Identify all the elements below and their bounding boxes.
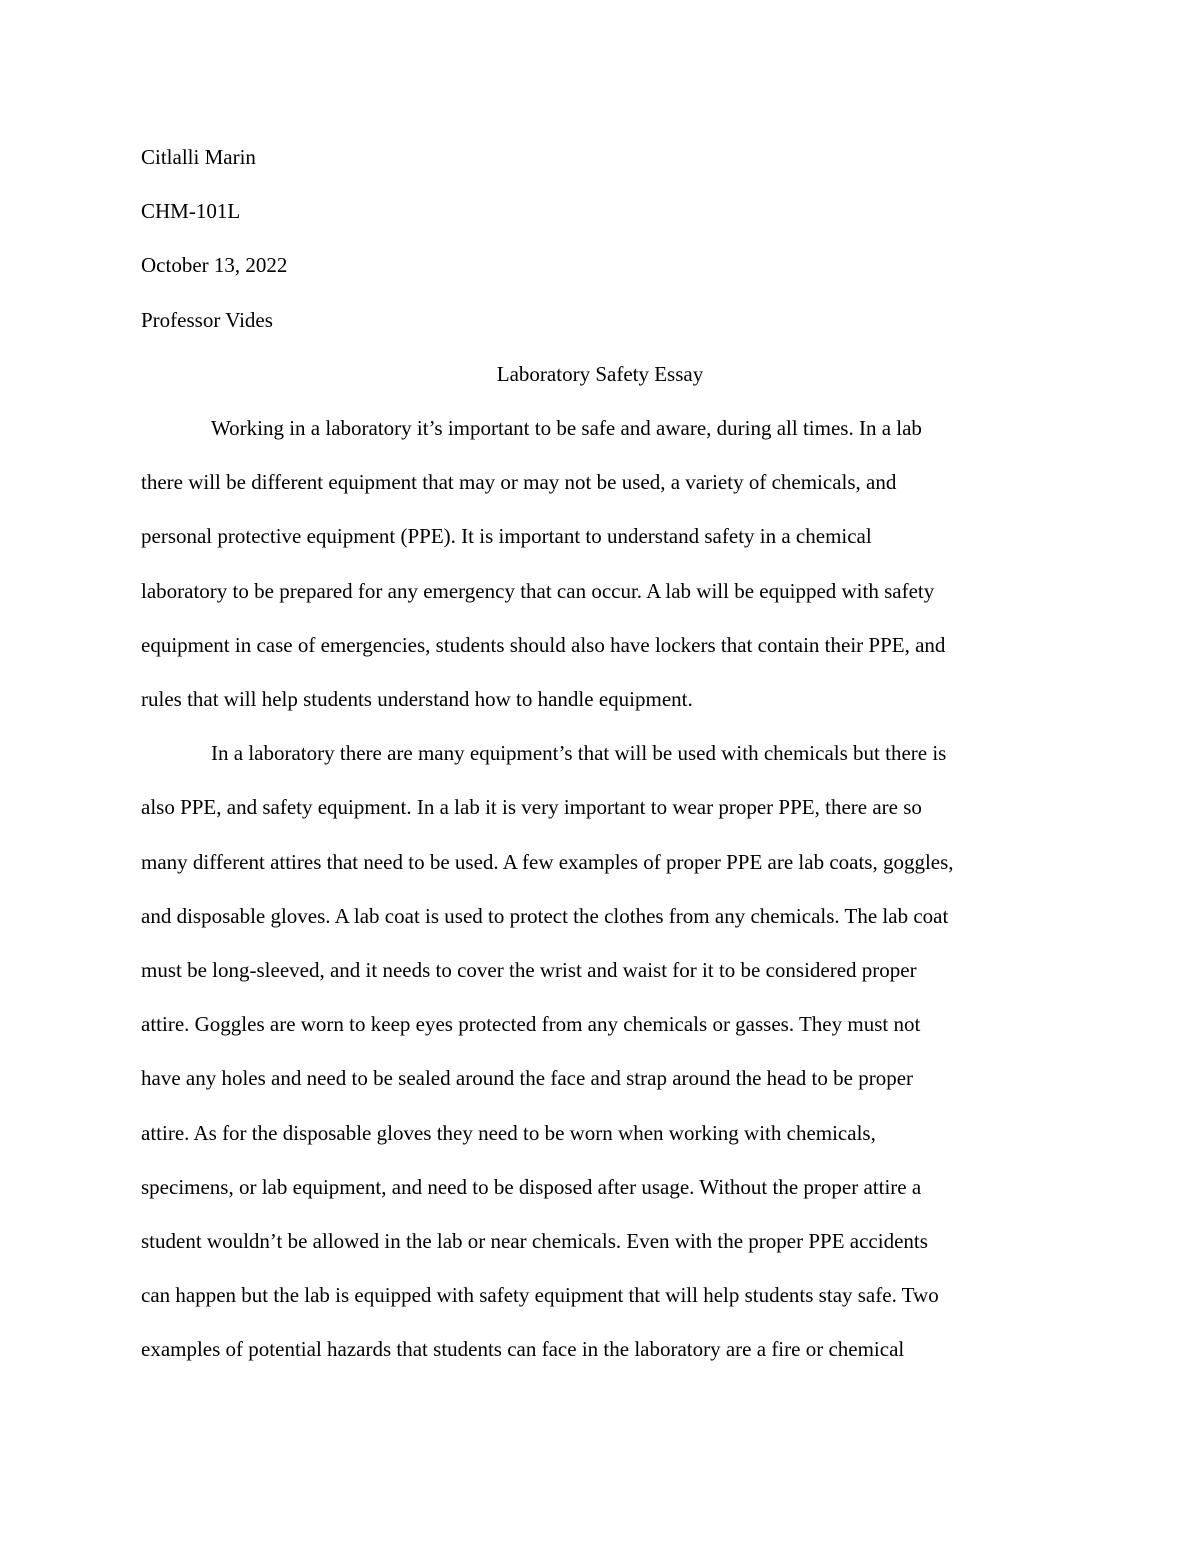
paragraph-line: there will be different equipment that may or may not be used, a variety of chemicals, and (141, 470, 897, 495)
student-name: Citlalli Marin (141, 145, 256, 169)
paragraph-2 (141, 726, 1059, 1376)
paragraph-line: must be long-sleeved, and it needs to cover the wrist and waist for it to be considered proper (141, 958, 917, 983)
paragraph-line: attire. As for the disposable gloves they need to be worn when working with chemicals, (141, 1120, 876, 1145)
course-code: CHM-101L (141, 199, 241, 224)
paragraph-line: personal protective equipment (PPE). It is important to understand safety in a chemical (141, 524, 872, 549)
essay-title: Laboratory Safety Essay (496, 361, 704, 386)
paragraph-line: equipment in case of emergencies, students should also have lockers that contain their PPE, and (141, 632, 946, 657)
paragraph-line: have any holes and need to be sealed around the face and strap around the head to be proper (141, 1066, 914, 1091)
paragraph-line: Working in a laboratory it’s important to be safe and aware, during all times. In a lab (211, 416, 922, 441)
document-body (141, 130, 1059, 1377)
paragraph-line: In a laboratory there are many equipment’s that will be used with chemicals but there is (211, 741, 947, 766)
paragraph-line: specimens, or lab equipment, and need to be disposed after usage. Without the proper attire a (141, 1174, 922, 1199)
paragraph-line: and disposable gloves. A lab coat is used to protect the clothes from any chemicals. The lab coat (141, 903, 949, 928)
paragraph-line: laboratory to be prepared for any emergency that can occur. A lab will be equipped with safety (141, 578, 935, 603)
paragraph-line: examples of potential hazards that students can face in the laboratory are a fire or chemical (141, 1337, 905, 1362)
paragraph-line: can happen but the lab is equipped with safety equipment that will help students stay safe. Two (141, 1283, 939, 1308)
paragraph-1 (141, 401, 1059, 726)
paragraph-line: student wouldn’t be allowed in the lab or near chemicals. Even with the proper PPE accidents (141, 1229, 928, 1254)
paragraph-line: also PPE, and safety equipment. In a lab it is very important to wear proper PPE, there are so (141, 795, 922, 820)
paragraph-line: attire. Goggles are worn to keep eyes protected from any chemicals or gasses. They must not (141, 1012, 921, 1037)
paragraph-line: rules that will help students understand how to handle equipment. (141, 687, 693, 712)
date: October 13, 2022 (141, 253, 288, 278)
paragraph-line: many different attires that need to be used. A few examples of proper PPE are lab coats, goggles, (141, 849, 954, 874)
professor-name: Professor Vides (141, 307, 273, 332)
